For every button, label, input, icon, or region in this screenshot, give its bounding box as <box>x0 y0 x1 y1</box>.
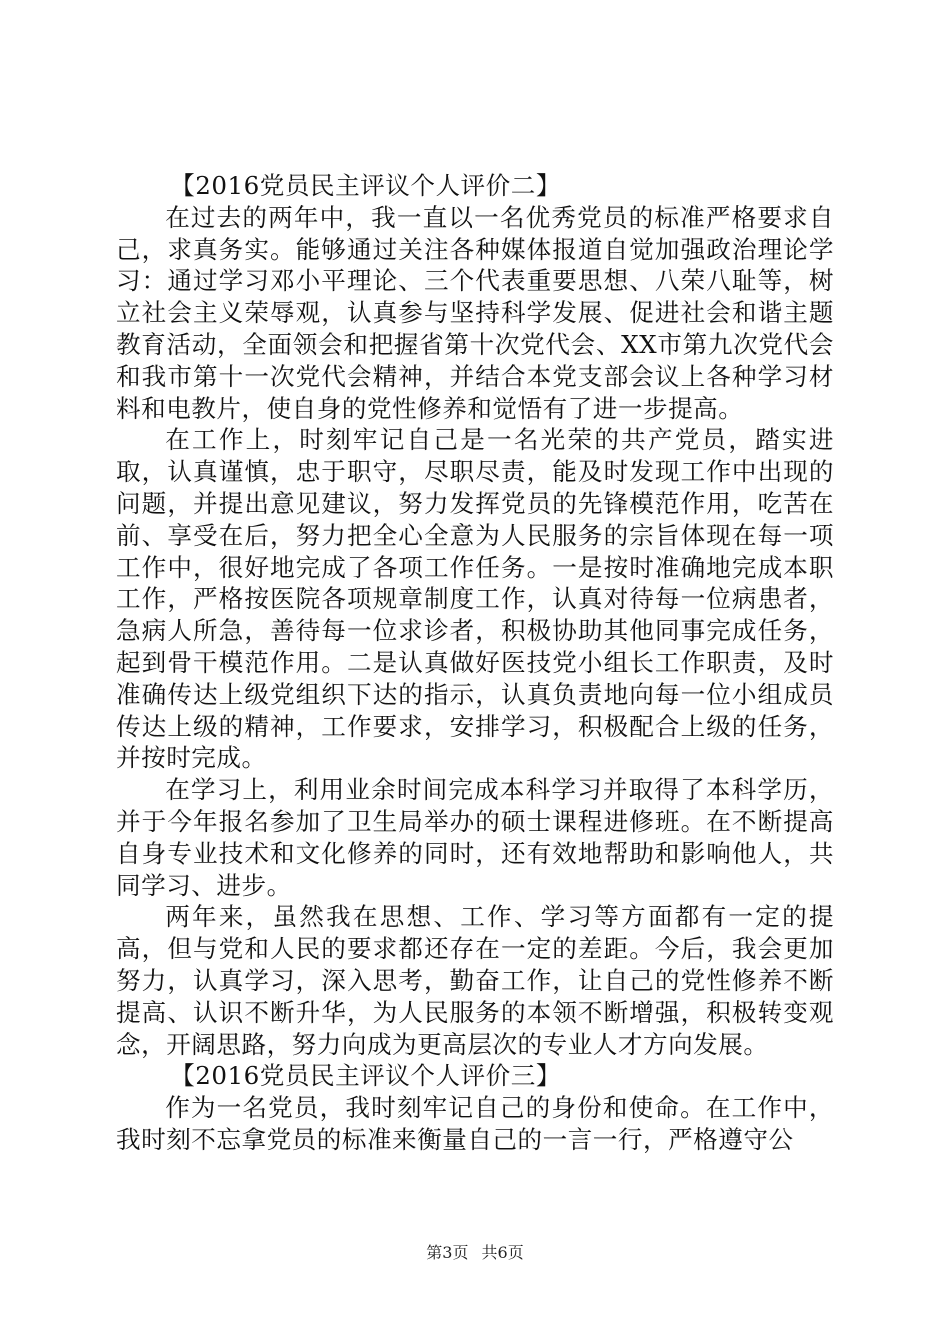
paragraph-party-member: 作为一名党员，我时刻牢记自己的身份和使命。在工作中，我时刻不忘拿党员的标准来衡量自己的一言一行，严格遵守公 <box>116 1093 834 1154</box>
paragraph-work: 在工作上，时刻牢记自己是一名光荣的共产党员，踏实进取，认真谨慎，忠于职守，尽职尽责，能及时发现工作中出现的问题，并提出意见建议，努力发挥党员的先锋模范作用，吃苦在前、享受在后，努力把全心全意为人民服务的宗旨体现在每一项工作中，很好地完成了各项工作任务。一是按时准确地完成本职工作，严格按医院各项规章制度工作，认真对待每一位病患者，急病人所急，善待每一位求诊者，积极协助其他同事完成任务，起到骨干模范作用。二是认真做好医技党小组长工作职责，及时准确传达上级党组织下达的指示，认真负责地向每一位小组成员传达上级的精神，工作要求，安排学习，积极配合上级的任务，并按时完成。 <box>116 425 834 773</box>
paragraph-summary: 两年来，虽然我在思想、工作、学习等方面都有一定的提高，但与党和人民的要求都还存在一定的差距。今后，我会更加努力，认真学习，深入思考，勤奋工作，让自己的党性修养不断提高、认识不断升华，为人民服务的本领不断增强，积极转变观念，开阔思路，努力向成为更高层次的专业人才方向发展。 <box>116 902 834 1059</box>
paragraph-political-study: 在过去的两年中，我一直以一名优秀党员的标准严格要求自己，求真务实。能够通过关注各种媒体报道自觉加强政治理论学习：通过学习邓小平理论、三个代表重要思想、八荣八耻等，树立社会主义荣辱观，认真参与坚持科学发展、促进社会和谐主题教育活动，全面领会和把握省第十次党代会、XX市第九次党代会和我市第十一次党代会精神，并结合本党支部会议上各种学习材料和电教片，使自身的党性修养和觉悟有了进一步提高。 <box>116 202 834 423</box>
paragraph-study: 在学习上，利用业余时间完成本科学习并取得了本科学历，并于今年报名参加了卫生局举办的硕士课程进修班。在不断提高自身专业技术和文化修养的同时，还有效地帮助和影响他人，共同学习、进步。 <box>116 775 834 900</box>
document-body <box>116 170 834 1156</box>
page-footer <box>0 1243 950 1263</box>
page-number: 第3页 <box>426 1243 469 1262</box>
section-heading-2: 【2016党员民主评议个人评价二】 <box>170 171 561 200</box>
page-total: 共6页 <box>481 1243 524 1262</box>
section-heading-3: 【2016党员民主评议个人评价三】 <box>170 1061 561 1091</box>
